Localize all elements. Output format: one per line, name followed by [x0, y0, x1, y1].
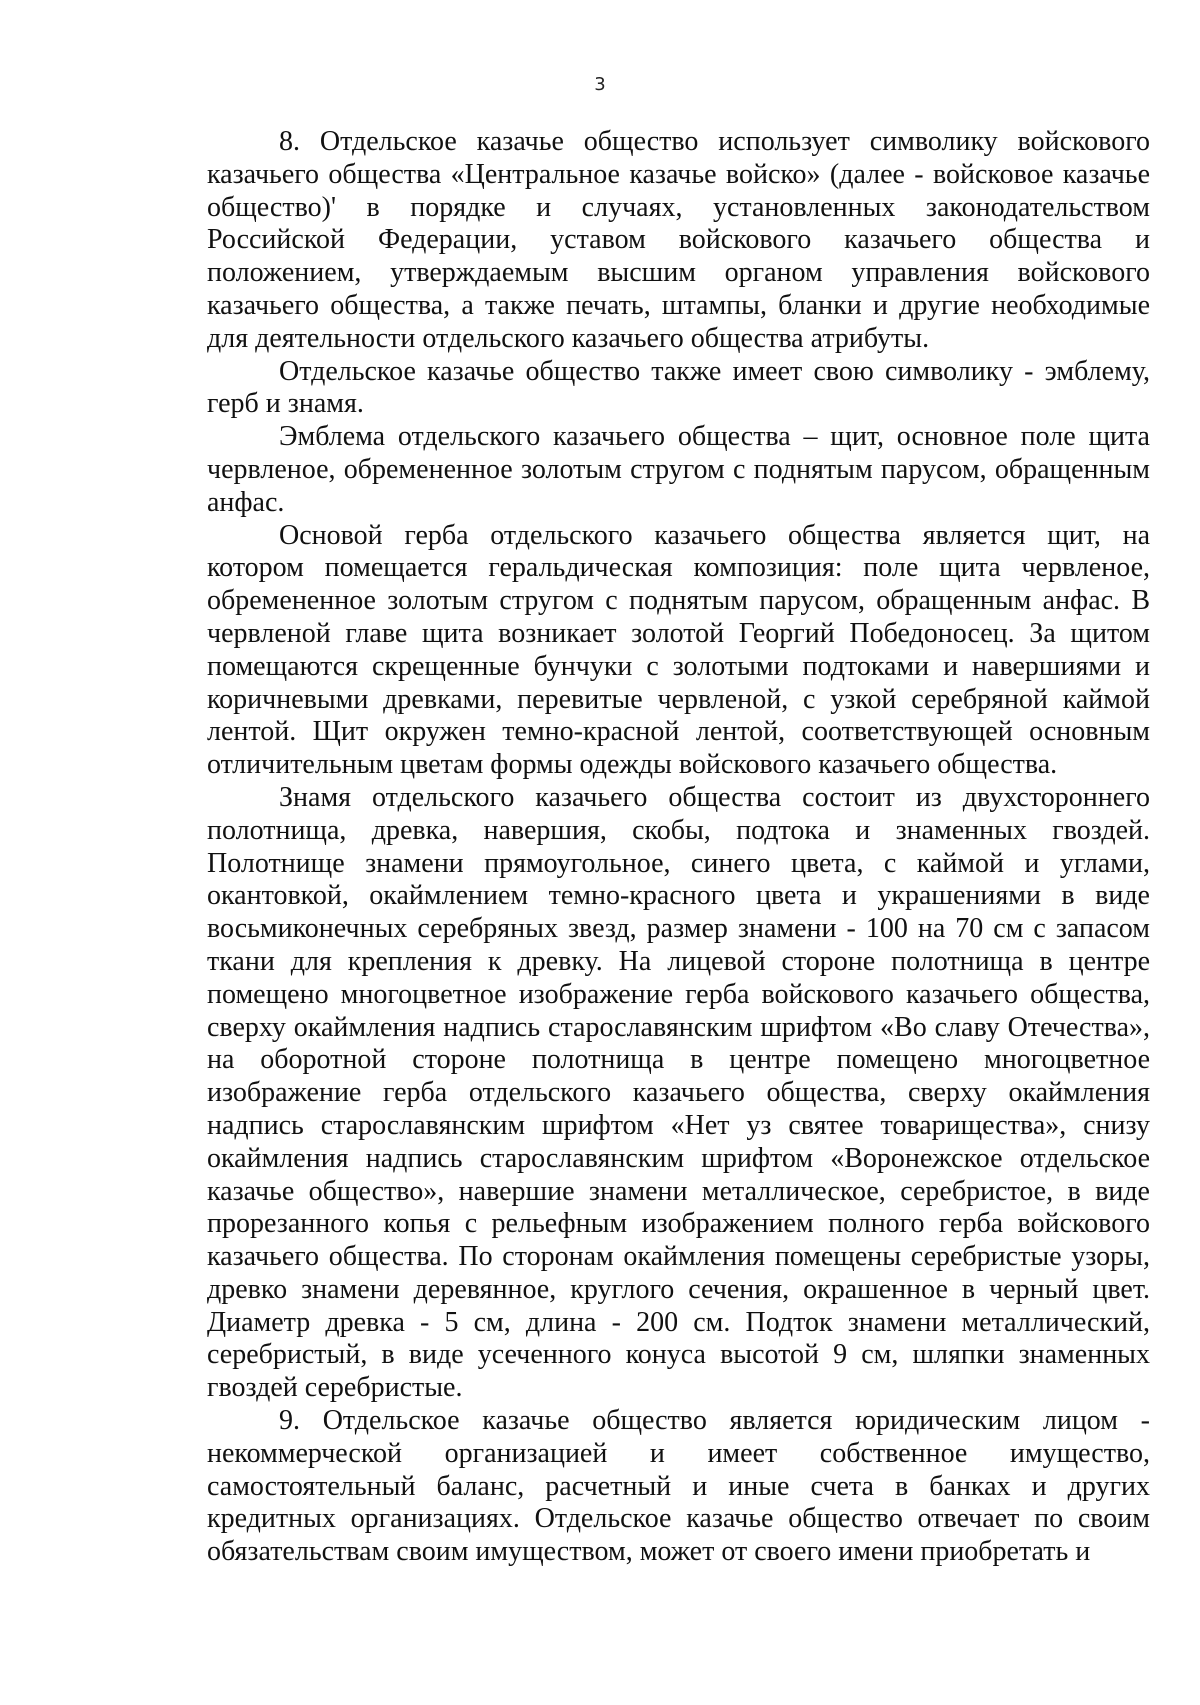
page-number: 3	[594, 74, 606, 95]
paragraph-8-symbolics: 8. Отдельское казачье общество использует символику войскового казачьего общества «Центральное казачье войско» (далее - войсковое казачье общество)' в порядке и случаях, установленных законодательством Российской Федерации, уставом войскового казачьего общества и положением, утверждаемым высшим органом управления войскового казачьего общества, а также печать, штампы, бланки и другие необходимые для деятельности отдельского казачьего общества атрибуты.	[207, 126, 1150, 354]
paragraph-emblem: Эмблема отдельского казачьего общества – щит, основное поле щита червленое, обремененное золотым стругом с поднятым парусом, обращенным анфас.	[207, 421, 1150, 518]
paragraph-coat-of-arms: Основой герба отдельского казачьего общества является щит, на котором помещается геральдическая композиция: поле щита червленое, обремененное золотым стругом с поднятым парусом, обращенным анфас. В червленой главе щита возникает золотой Георгий Победоносец. За щитом помещаются скрещенные бунчуки с золотыми подтоками и навершиями и коричневыми древками, перевитые червленой, с узкой серебряной каймой лентой. Щит окружен темно-красной лентой, соответствующей основным отличительным цветам формы одежды войскового казачьего общества.	[207, 519, 1150, 781]
document-body	[207, 126, 1150, 1569]
paragraph-own-symbolics: Отдельское казачье общество также имеет свою символику - эмблему, герб и знамя.	[207, 355, 1150, 420]
paragraph-banner: Знамя отдельского казачьего общества состоит из двухстороннего полотнища, древка, навершия, скобы, подтока и знаменных гвоздей. Полотнище знамени прямоугольное, синего цвета, с каймой и углами, окантовкой, окаймлением темно-красного цвета и украшениями в виде восьмиконечных серебряных звезд, размер знамени - 100 на 70 см с запасом ткани для крепления к древку. На лицевой стороне полотнища в центре помещено многоцветное изображение герба войскового казачьего общества, сверху окаймления надпись старославянским шрифтом «Во славу Отечества», на оборотной стороне полотнища в центре помещено многоцветное изображение герба отдельского казачьего общества, сверху окаймления надпись старославянским шрифтом «Нет уз святее товарищества», снизу окаймления надпись старославянским шрифтом «Воронежское отдельское казачье общество», навершие знамени металлическое, серебристое, в виде прорезанного копья с рельефным изображением полного герба войскового казачьего общества. По сторонам окаймления помещены серебристые узоры, древко знамени деревянное, круглого сечения, окрашенное в черный цвет. Диаметр древка - 5 см, длина - 200 см. Подток знамени металлический, серебристый, в виде усеченного конуса высотой 9 см, шляпки знаменных гвоздей серебристые.	[207, 781, 1150, 1404]
paragraph-9-legal-entity: 9. Отдельское казачье общество является юридическим лицом - некоммерческой организацией и имеет собственное имущество, самостоятельный баланс, расчетный и иные счета в банках и других кредитных организациях. Отдельское казачье общество отвечает по своим обязательствам своим имуществом, может от своего имени приобретать и	[207, 1405, 1150, 1568]
